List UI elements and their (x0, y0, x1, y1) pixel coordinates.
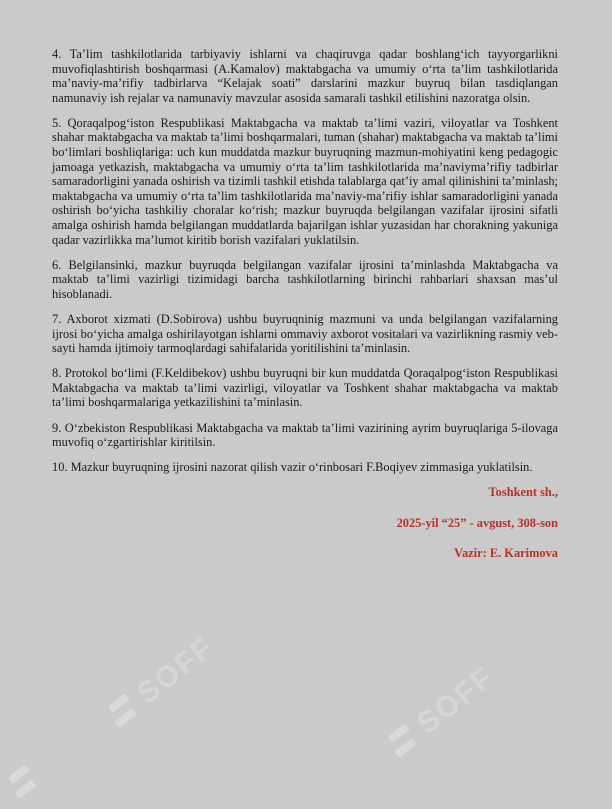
watermark: SOFF (380, 656, 505, 767)
paragraph-10: 10. Mazkur buyruqning ijrosini nazorat qilish vazir o‘rinbosari F.Boqiyev zimmasiga yuklatilsin. (52, 460, 533, 475)
paragraph-4: 4. Ta’lim tashkilotlarida tarbiyaviy ishlarni va chaqiruvga qadar boshlang‘ich tayyorgarlikni muvofiqlashtirish boshqarmasi (A.Kamalov) maktabgacha va umumiy o‘rta ta’lim tashkilotlarida ma’naviy-ma’rifiy tadbirlarva “Kelajak soati” darslarini mazkur buyruq bilan tasdiqlangan namunaviy ish rejalar va namunaviy mavzular asosida samarali tashkil etilishini nazoratga olsin. (52, 47, 558, 105)
paragraph-7: 7. Axborot xizmati (D.Sobirova) ushbu buyruqninig mazmuni va unda belgilangan vazifalarning ijrosi bo‘yicha amalga oshirilayotgan ishlarni ommaviy axborot vositalari va vazirlikning rasmiy veb-sayti hamda ijtimoiy tarmoqlardagi sahifalarida yoritilishini ta’minlasin. (52, 312, 558, 356)
signature-date-number: 2025-yil “25” - avgust, 308-son (396, 515, 558, 530)
document-body (52, 47, 558, 560)
soff-logo-icon (0, 755, 50, 808)
signature-signatory: Vazir: E. Karimova (454, 545, 558, 560)
watermark: SOFF (100, 626, 225, 737)
soff-logo-icon (100, 684, 151, 737)
soff-logo-icon (380, 714, 431, 767)
signature-place: Toshkent sh., (488, 485, 558, 500)
paragraph-6: 6. Belgilansinki, mazkur buyruqda belgilangan vazifalar ijrosini ta’minlashda Maktabgacha va maktab ta’limi vazirligi tizimidagi barcha tashkilotlarning birinchi rahbarlari shaxsan mas’ul hisoblanadi. (52, 257, 558, 301)
paragraph-8: 8. Protokol bo‘limi (F.Keldibekov) ushbu buyruqni bir kun muddatda Qoraqalpog‘iston Respublikasi Maktabgacha va maktab ta’limi vazirligi, viloyatlar va Toshkent shahar maktabgacha va maktab ta’limi boshqarmalariga yetkazilishini ta’minlasin. (52, 366, 558, 410)
paragraph-5: 5. Qoraqalpog‘iston Respublikasi Maktabgacha va maktab ta’limi vaziri, viloyatlar va Toshkent shahar maktabgacha va maktab ta’limi boshqarmalari, tuman (shahar) maktabgacha va maktab ta’limi bo‘limlari boshliqlariga: uch kun muddatda mazkur buyruqning mazmun-mohiyatini keng pedagogic jamoaga yetkazish, maktabgacha va umumiy o‘rta ta’lim tashkilotlarida ma’naviyma’rifiy tadbirlar samaradorligini yanada oshirish va tizimli tashkil etishda talablarga qat’iy amal qilinishini ta’minlash; maktabgacha va umumiy o‘rta ta’lim tashkilotlarida ma’naviy-ma’rifiy ishlar samaradorligini yanada oshirish bo‘yicha tashkiliy choralar ko‘rish; mazkur buyruqda belgilangan vazifalar ijrosini sifatli amalga oshirish hamda belgilangan muddatlarda bajarilgan ishlar yuzasidan har chorakning yakuniga qadar vazirlikka ma’lumot kiritib borish vazifalari yuklatilsin. (52, 115, 558, 247)
watermark (0, 755, 50, 808)
paragraph-9: 9. O‘zbekiston Respublikasi Maktabgacha va maktab ta’limi vazirining ayrim buyruqlariga 5-ilovaga muvofiq o‘zgartirishlar kiritilsin. (52, 420, 558, 450)
